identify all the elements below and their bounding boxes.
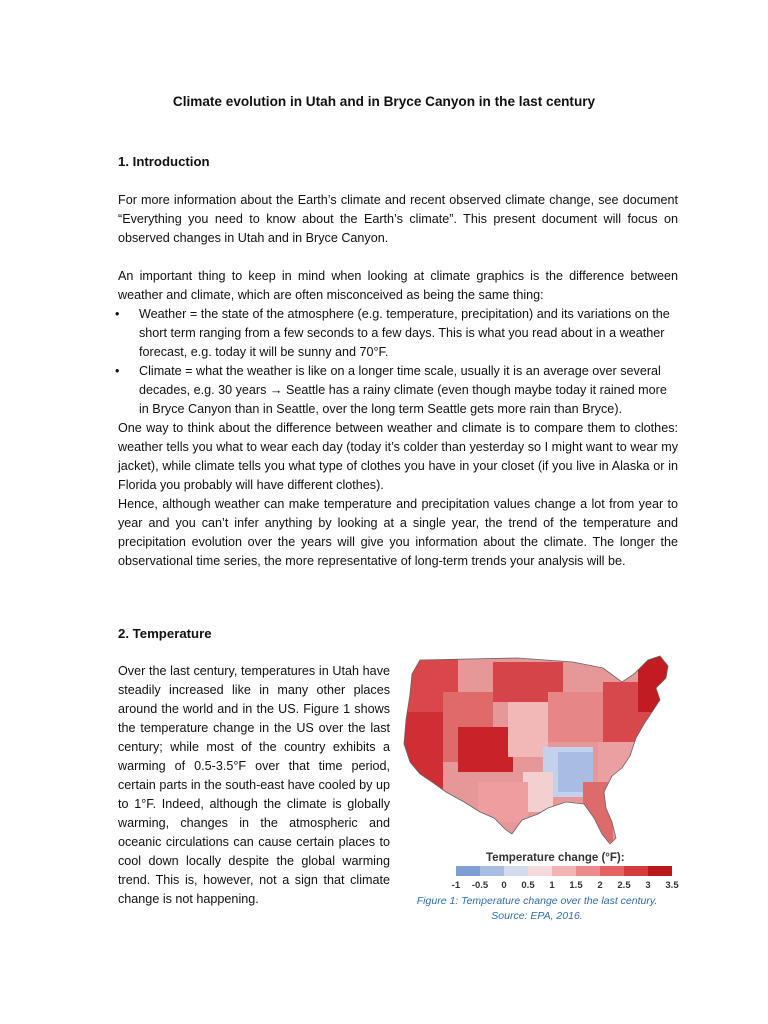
legend-tick-label: 1.5 (569, 880, 583, 891)
intro-paragraph-2: An important thing to keep in mind when looking at climate graphics is the difference between weather and climate, which are often misconceived as being the same thing: (118, 269, 678, 302)
legend-swatch (528, 866, 552, 876)
legend-title: Temperature change (°F): (486, 852, 625, 864)
legend-tick-label: 0.5 (521, 880, 535, 891)
bullet-icon: • (115, 307, 120, 321)
section-heading-temperature: 2. Temperature (118, 626, 212, 641)
legend-swatch (456, 866, 480, 876)
list-item-text: Weather = the state of the atmosphere (e.g. temperature, precipitation) and its variations on the short term ranging from a few seconds to a few days. This is what you read about in a weather forecast, e.g. today it will be sunny and 70°F. (139, 307, 670, 359)
document-title: Climate evolution in Utah and in Bryce Canyon in the last century (172, 94, 596, 109)
legend-swatch (576, 866, 600, 876)
legend-swatch (504, 866, 528, 876)
legend-swatch (552, 866, 576, 876)
legend-tick-label: 0 (501, 880, 507, 891)
legend-tick-labels (452, 880, 680, 891)
intro-paragraph-1: For more information about the Earth’s climate and recent observed climate change, see document “Everything you need to know about the Earth’s climate”. This present document will focus on observed changes in Utah and in Bryce Canyon. (118, 193, 678, 245)
intro-paragraph-4: Hence, although weather can make temperature and precipitation values change a lot from year to year and you can’t infer anything by looking at a single year, the trend of the temperature and precipitation evolution over the years will give you information about the climate. The longer the observational time series, the more representative of long-term trends your analysis will be. (118, 497, 678, 568)
list-item-text: Climate = what the weather is like on a longer time scale, usually it is an average over several decades, e.g. 30 years → Seattle has a rainy climate (even though maybe today it rained more in Bryce Canyon than in Seattle, over the long term Seattle gets more rain than Bryce). (139, 364, 667, 416)
legend-swatch (480, 866, 504, 876)
legend-tick-label: 2.5 (617, 880, 631, 891)
temperature-change-figure (398, 652, 698, 892)
map-regions (398, 652, 698, 852)
list-item (115, 362, 678, 419)
figure-caption-line-1: Figure 1: Temperature change over the last century. (416, 895, 658, 907)
legend-tick-label: 1 (549, 880, 555, 891)
legend-tick-label: 3 (645, 880, 651, 891)
legend-tick-label: 2 (597, 880, 603, 891)
legend-tick-label: 3.5 (665, 880, 679, 891)
us-map-icon (398, 652, 698, 892)
temperature-paragraph: Over the last century, temperatures in Utah have steadily increased like in many other places around the world and in the US. Figure 1 shows the temperature change in the US over the last century; while most of the country exhibits a warming of 0.5-3.5°F over that time period, certain parts in the south-east have cooled by up to 1°F. Indeed, although the climate is globally warming, changes in the atmospheric and oceanic circulations can cause certain places to cool down locally despite the global warming trend. This is, however, not a sign that climate change is not happening. (118, 664, 390, 906)
section-heading-introduction: 1. Introduction (118, 154, 210, 169)
legend-color-bar (456, 866, 672, 876)
legend-swatch (624, 866, 648, 876)
legend-tick-label: -1 (451, 880, 461, 891)
definition-list (115, 305, 678, 419)
intro-paragraph-3: One way to think about the difference between weather and climate is to compare them to clothes: weather tells you what to wear each day (today it’s colder than yesterday so I might want to wear my jacket), while climate tells you what type of clothes you have in your closet (if you live in Alaska or in Florida you probably will have different clothes). (118, 421, 678, 492)
legend-swatch (600, 866, 624, 876)
figure-caption (398, 894, 676, 924)
legend-swatch (648, 866, 672, 876)
bullet-icon: • (115, 364, 120, 378)
list-item (115, 305, 678, 362)
legend-tick-label: -0.5 (471, 880, 489, 891)
figure-caption-line-2: Source: EPA, 2016. (491, 910, 583, 922)
